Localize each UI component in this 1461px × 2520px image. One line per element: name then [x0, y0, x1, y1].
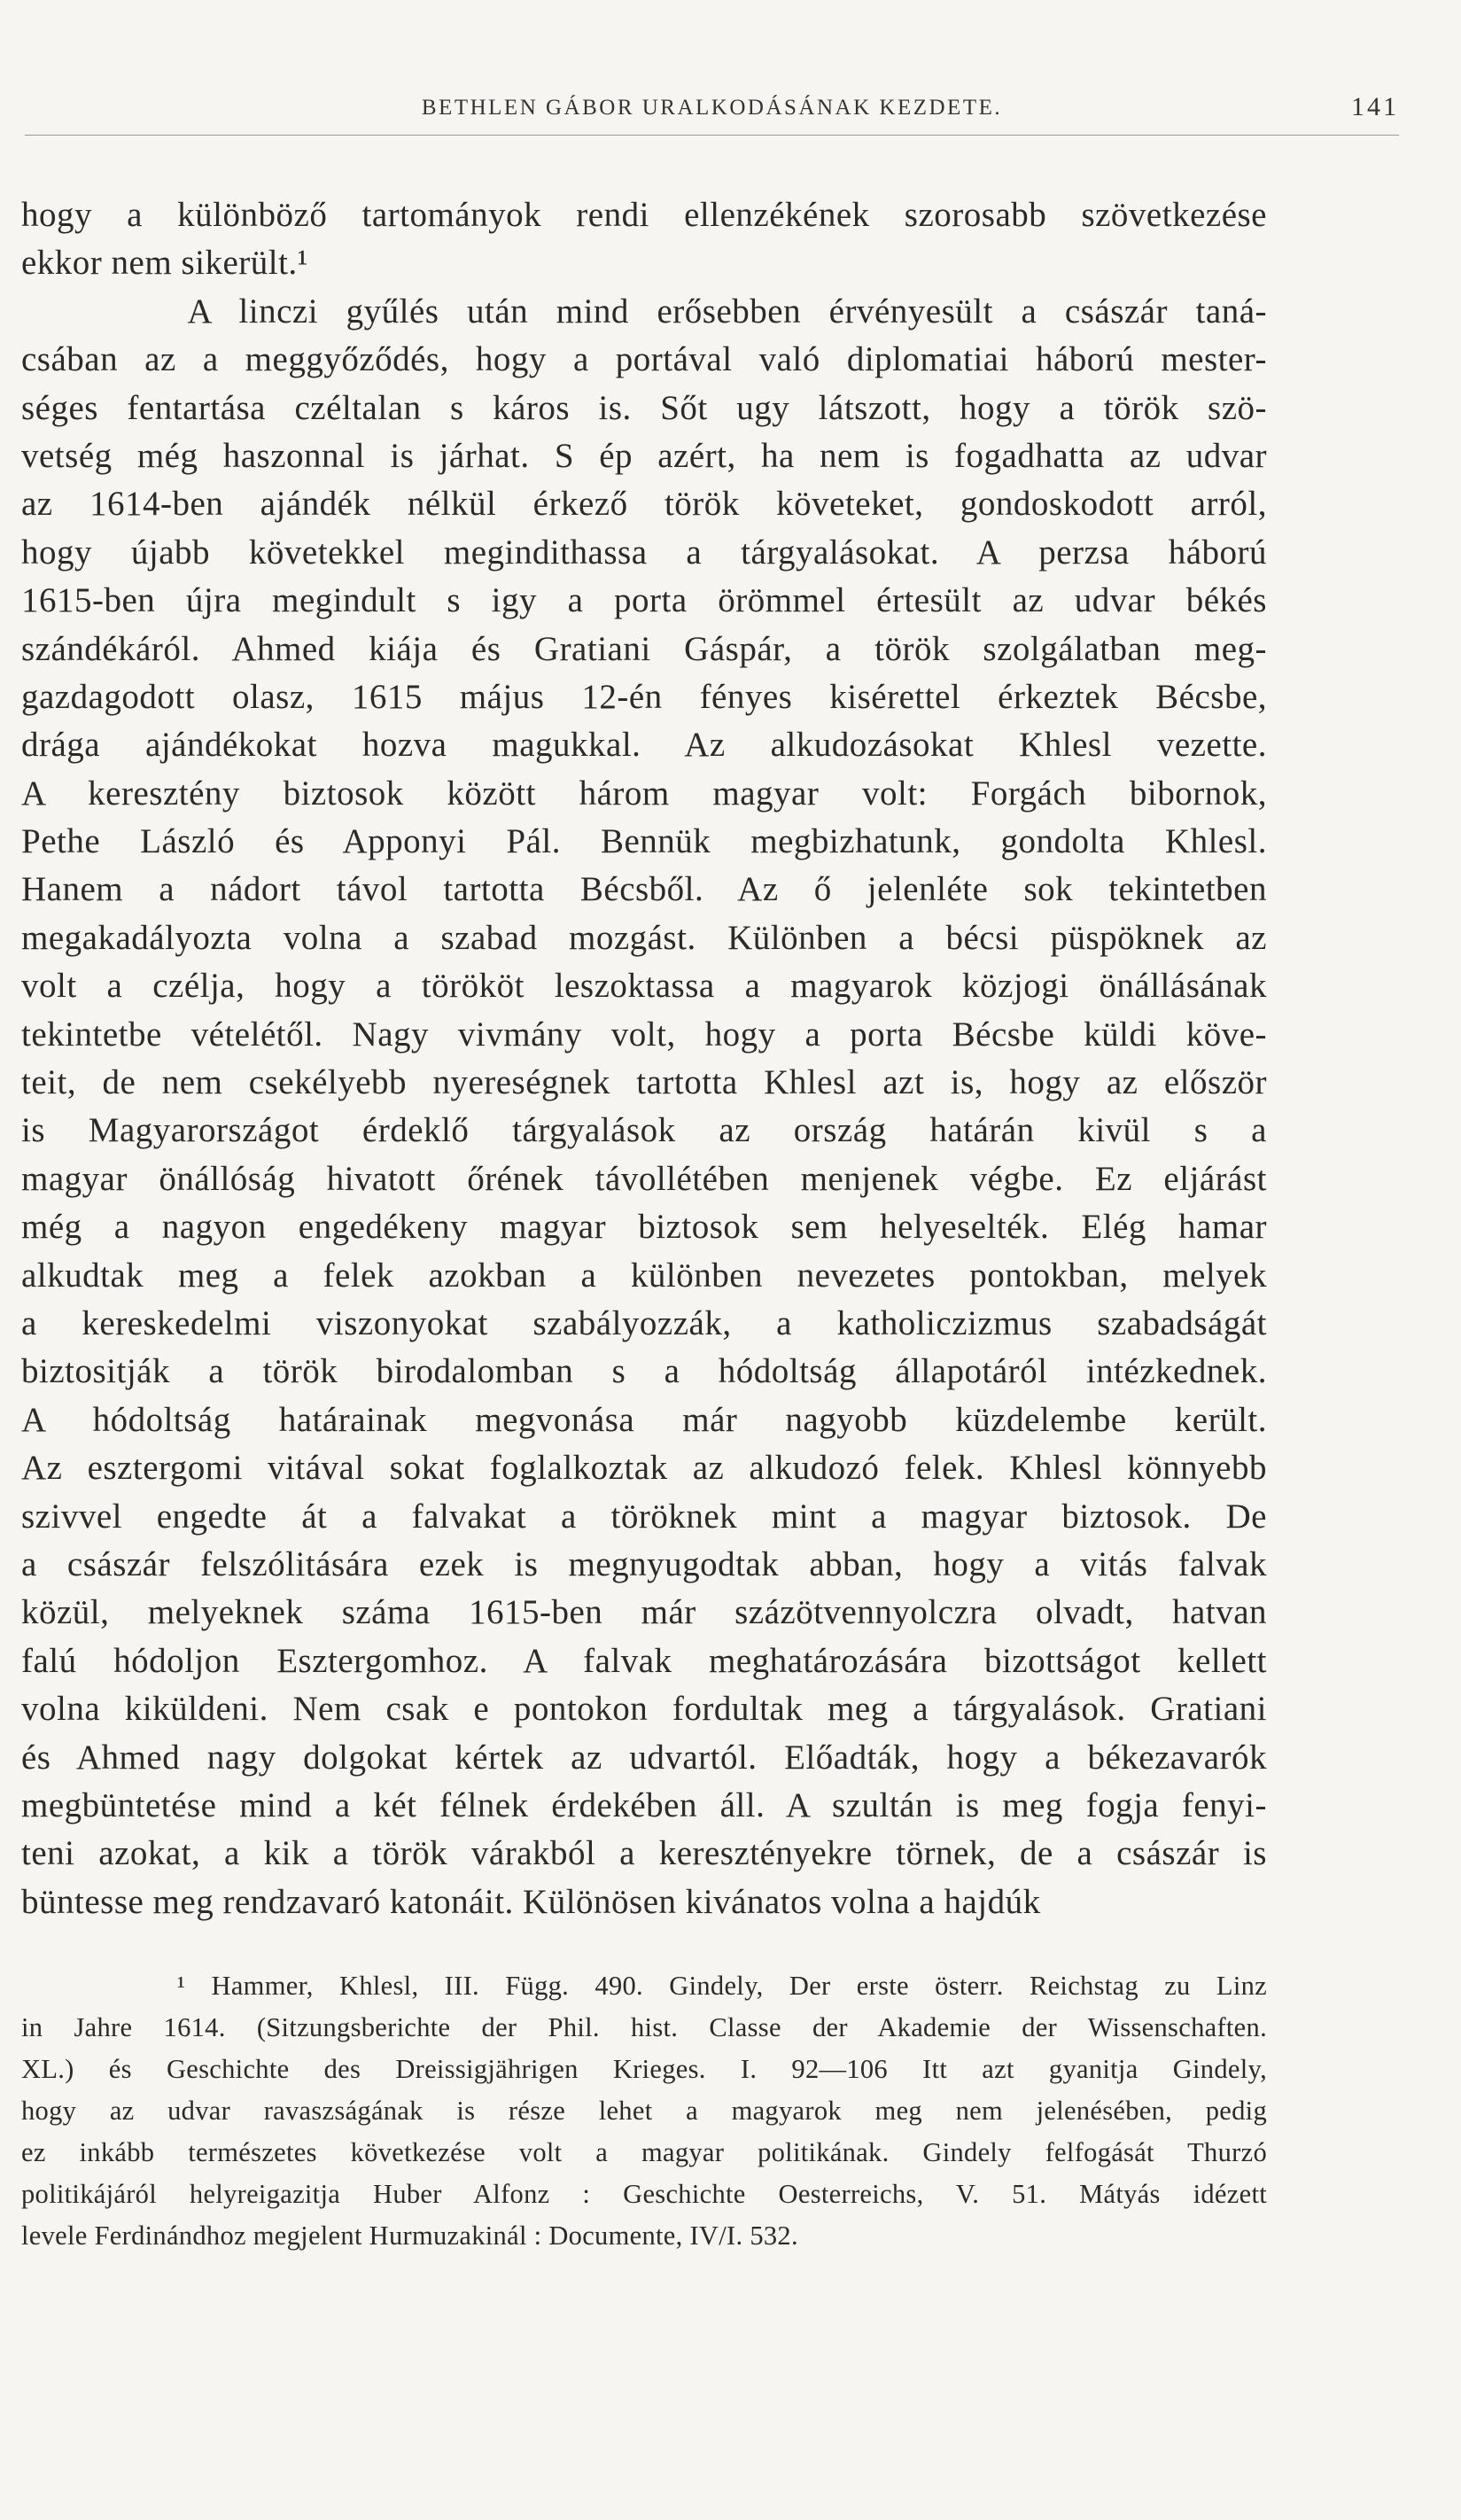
text-line: séges fentartása czéltalan s káros is. Sőt ugy látszott, hogy a török szö- [21, 388, 1267, 427]
text-line: A hódoltság határainak megvonása már nagyobb küzdelembe került. [21, 1400, 1267, 1439]
footnote-line: XL.) és Geschichte des Dreissigjährigen Krieges. I. 92—106 Itt azt gyanitja Gindely, [21, 2054, 1267, 2084]
text-line: volna kiküldeni. Nem csak e pontokon fordultak meg a tárgyalások. Gratiani [21, 1690, 1267, 1729]
text-line: biztositják a török birodalomban s a hódoltság állapotáról intézkednek. [21, 1352, 1267, 1391]
text-line: az 1614-ben ajándék nélkül érkező török követeket, gondoskodott arról, [21, 485, 1267, 524]
text-line: falú hódoljon Esztergomhoz. A falvak meghatározására bizottságot kellett [21, 1641, 1267, 1680]
text-line: még a nagyon engedékeny magyar biztosok sem helyeselték. Elég hamar [21, 1208, 1267, 1247]
running-title: BETHLEN GÁBOR URALKODÁSÁNAK KEZDETE. [421, 96, 1003, 120]
footnote-line: levele Ferdinándhoz megjelent Hurmuzakinál : Documente, IV/I. 532. [21, 2221, 798, 2251]
text-line: tekintetbe vételétől. Nagy vivmány volt, hogy a porta Bécsbe küldi köve- [21, 1015, 1267, 1054]
text-line: magyar önállóság hivatott őrének távollétében menjenek végbe. Ez eljárást [21, 1159, 1267, 1198]
text-line: gazdagodott olasz, 1615 május 12-én fényes kisérettel érkeztek Bécsbe, [21, 677, 1267, 716]
footnote-line: ¹ Hammer, Khlesl, III. Függ. 490. Gindely, Der erste österr. Reichstag zu Linz [21, 1971, 1267, 2001]
footnote-line: hogy az udvar ravaszságának is része lehet a magyarok meg nem jelenésében, pedig [21, 2096, 1267, 2126]
text-line: volt a czélja, hogy a törököt leszoktassa a magyarok közjogi önállásának [21, 967, 1267, 1006]
text-line: is Magyarországot érdeklő tárgyalások az ország határán kivül s a [21, 1111, 1267, 1150]
text-line: a császár felszólitására ezek is megnyugodtak abban, hogy a vitás falvak [21, 1544, 1267, 1583]
page-number: 141 [1351, 92, 1399, 121]
text-line: vetség még haszonnal is járhat. S ép azért, ha nem is fogadhatta az udvar [21, 436, 1267, 475]
header-rule [25, 135, 1399, 136]
text-line: megakadályozta volna a szabad mozgást. Különben a bécsi püspöknek az [21, 918, 1267, 957]
text-line: Pethe László és Apponyi Pál. Bennük megbizhatunk, gondolta Khlesl. [21, 822, 1267, 861]
text-line: drága ajándékokat hozva magukkal. Az alkudozásokat Khlesl vezette. [21, 726, 1267, 765]
footnote-line: ez inkább természetes következése volt a magyar politikának. Gindely felfogását Thurzó [21, 2137, 1267, 2167]
text-line: büntesse meg rendzavaró katonáit. Különösen kivánatos volna a hajdúk [21, 1882, 1041, 1921]
text-line: közül, melyeknek száma 1615-ben már százötvennyolczra olvadt, hatvan [21, 1593, 1267, 1632]
text-line: Hanem a nádort távol tartotta Bécsből. Az ő jelenléte sok tekintetben [21, 870, 1267, 909]
text-line: A linczi gyűlés után mind erősebben érvényesült a császár taná- [21, 292, 1267, 331]
text-line: szivvel engedte át a falvakat a töröknek mint a magyar biztosok. De [21, 1497, 1267, 1536]
text-line: hogy újabb követekkel megindithassa a tárgyalásokat. A perzsa háború [21, 533, 1267, 572]
body-text [21, 191, 1267, 1926]
text-line: csában az a meggyőződés, hogy a portával való diplomatiai háború mester- [21, 340, 1267, 379]
text-line: ekkor nem sikerült.¹ [21, 244, 308, 283]
footnote-line: politikájáról helyreigazitja Huber Alfonz : Geschichte Oesterreichs, V. 51. Mátyás idézett [21, 2179, 1267, 2209]
text-line: teni azokat, a kik a török várakból a keresztényekre törnek, de a császár is [21, 1834, 1267, 1873]
text-line: hogy a különböző tartományok rendi ellenzékének szorosabb szövetkezése [21, 196, 1267, 234]
text-line: megbüntetése mind a két félnek érdekében áll. A szultán is meg fogja fenyi- [21, 1785, 1267, 1824]
footnote-line: in Jahre 1614. (Sitzungsberichte der Phil. hist. Classe der Akademie der Wissenschaften. [21, 2012, 1267, 2042]
text-line: szándékáról. Ahmed kiája és Gratiani Gáspár, a török szolgálatban meg- [21, 629, 1267, 668]
page-header [25, 82, 1399, 135]
text-line: 1615-ben újra megindult s igy a porta örömmel értesült az udvar békés [21, 581, 1267, 620]
text-line: teit, de nem csekélyebb nyereségnek tartotta Khlesl azt is, hogy az először [21, 1063, 1267, 1102]
text-line: A keresztény biztosok között három magyar volt: Forgách bibornok, [21, 774, 1267, 813]
footnotes [21, 1965, 1267, 2257]
text-line: és Ahmed nagy dolgokat kértek az udvartól. Előadták, hogy a békezavarók [21, 1738, 1267, 1777]
text-line: alkudtak meg a felek azokban a különben nevezetes pontokban, melyek [21, 1256, 1267, 1295]
text-line: a kereskedelmi viszonyokat szabályozzák, a katholiczizmus szabadságát [21, 1303, 1267, 1342]
text-line: Az esztergomi vitával sokat foglalkoztak az alkudozó felek. Khlesl könnyebb [21, 1449, 1267, 1488]
